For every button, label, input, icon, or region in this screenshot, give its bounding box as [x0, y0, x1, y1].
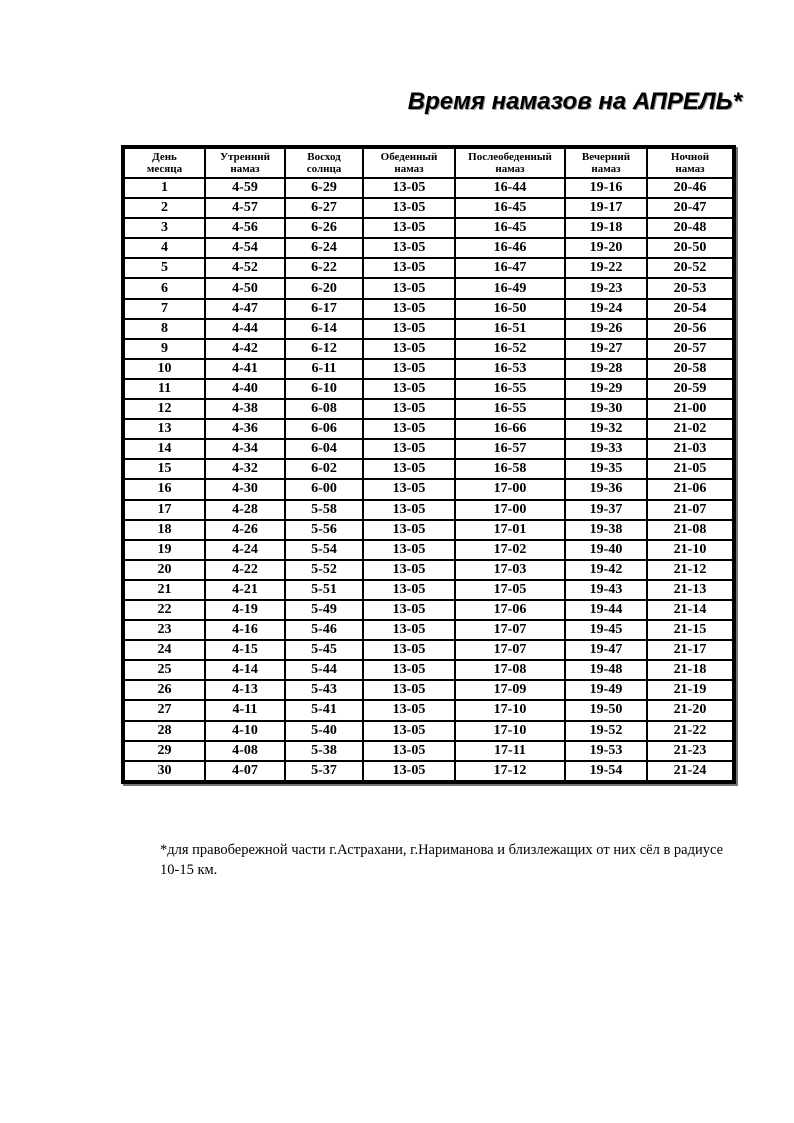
table-cell: 19-47	[565, 640, 647, 660]
table-cell: 17-02	[455, 540, 565, 560]
table-cell: 15	[124, 459, 205, 479]
table-cell: 6-27	[285, 198, 363, 218]
header-row	[124, 148, 733, 178]
table-cell: 17-12	[455, 761, 565, 781]
table-cell: 6-08	[285, 399, 363, 419]
table-row	[124, 520, 733, 540]
table-cell: 6-14	[285, 319, 363, 339]
table-cell: 17-01	[455, 520, 565, 540]
table-row	[124, 339, 733, 359]
table-cell: 6-04	[285, 439, 363, 459]
table-cell: 13-05	[363, 600, 455, 620]
header-noon-prayer	[363, 148, 455, 178]
table-cell: 13-05	[363, 459, 455, 479]
table-cell: 5-51	[285, 580, 363, 600]
table-cell: 13-05	[363, 700, 455, 720]
table-cell: 10	[124, 359, 205, 379]
table-cell: 13-05	[363, 660, 455, 680]
prayer-times-table	[124, 148, 733, 781]
table-row	[124, 258, 733, 278]
table-cell: 4-26	[205, 520, 285, 540]
table-cell: 19-52	[565, 721, 647, 741]
table-cell: 13-05	[363, 439, 455, 459]
table-cell: 20-56	[647, 319, 733, 339]
table-cell: 19-43	[565, 580, 647, 600]
table-cell: 4-40	[205, 379, 285, 399]
table-cell: 19-32	[565, 419, 647, 439]
table-cell: 30	[124, 761, 205, 781]
table-cell: 20-48	[647, 218, 733, 238]
table-cell: 21-12	[647, 560, 733, 580]
table-cell: 17-00	[455, 479, 565, 499]
table-row	[124, 500, 733, 520]
table-cell: 17-03	[455, 560, 565, 580]
prayer-times-table-frame	[121, 145, 736, 784]
table-cell: 16-52	[455, 339, 565, 359]
table-cell: 16-47	[455, 258, 565, 278]
table-row	[124, 741, 733, 761]
header-line: Ночной	[670, 151, 710, 163]
table-cell: 21-20	[647, 700, 733, 720]
table-cell: 8	[124, 319, 205, 339]
table-cell: 13-05	[363, 319, 455, 339]
table-cell: 4-28	[205, 500, 285, 520]
header-afternoon-prayer	[455, 148, 565, 178]
table-cell: 19-45	[565, 620, 647, 640]
table-cell: 14	[124, 439, 205, 459]
header-line: намаз	[230, 163, 260, 175]
table-cell: 13-05	[363, 258, 455, 278]
table-cell: 4-54	[205, 238, 285, 258]
table-cell: 12	[124, 399, 205, 419]
table-cell: 21-22	[647, 721, 733, 741]
table-cell: 25	[124, 660, 205, 680]
header-line: Утренннй	[220, 151, 270, 163]
table-cell: 21-07	[647, 500, 733, 520]
table-cell: 13-05	[363, 761, 455, 781]
table-cell: 19-36	[565, 479, 647, 499]
table-cell: 9	[124, 339, 205, 359]
table-row	[124, 700, 733, 720]
table-cell: 4-07	[205, 761, 285, 781]
table-cell: 4-22	[205, 560, 285, 580]
table-cell: 19-53	[565, 741, 647, 761]
table-cell: 6-24	[285, 238, 363, 258]
table-row	[124, 721, 733, 741]
table-cell: 19-49	[565, 680, 647, 700]
header-line: месяца	[146, 163, 183, 175]
table-cell: 4-52	[205, 258, 285, 278]
header-line: намаз	[495, 163, 525, 175]
header-line: Послеобеденный	[468, 151, 552, 163]
table-cell: 5	[124, 258, 205, 278]
table-row	[124, 660, 733, 680]
table-cell: 20-50	[647, 238, 733, 258]
table-cell: 19-48	[565, 660, 647, 680]
table-cell: 13-05	[363, 299, 455, 319]
table-cell: 26	[124, 680, 205, 700]
table-row	[124, 680, 733, 700]
table-row	[124, 580, 733, 600]
table-row	[124, 600, 733, 620]
table-cell: 16-58	[455, 459, 565, 479]
table-cell: 4-10	[205, 721, 285, 741]
table-cell: 19-42	[565, 560, 647, 580]
table-cell: 17-06	[455, 600, 565, 620]
table-row	[124, 379, 733, 399]
table-cell: 21	[124, 580, 205, 600]
table-cell: 13-05	[363, 379, 455, 399]
table-cell: 5-41	[285, 700, 363, 720]
table-cell: 21-10	[647, 540, 733, 560]
table-cell: 21-13	[647, 580, 733, 600]
table-cell: 13-05	[363, 419, 455, 439]
table-cell: 22	[124, 600, 205, 620]
table-row	[124, 319, 733, 339]
table-cell: 17-10	[455, 700, 565, 720]
table-cell: 6-22	[285, 258, 363, 278]
table-cell: 27	[124, 700, 205, 720]
table-row	[124, 419, 733, 439]
table-cell: 1	[124, 178, 205, 198]
header-line: Обеденный	[380, 151, 438, 163]
header-line: намаз	[675, 163, 705, 175]
table-cell: 21-06	[647, 479, 733, 499]
table-cell: 20-46	[647, 178, 733, 198]
table-cell: 21-05	[647, 459, 733, 479]
table-cell: 16-55	[455, 399, 565, 419]
table-cell: 18	[124, 520, 205, 540]
table-row	[124, 640, 733, 660]
header-line: солнца	[306, 163, 342, 175]
table-cell: 6-12	[285, 339, 363, 359]
header-evening-prayer	[565, 148, 647, 178]
table-cell: 19-50	[565, 700, 647, 720]
table-cell: 21-18	[647, 660, 733, 680]
table-cell: 19-35	[565, 459, 647, 479]
table-cell: 16	[124, 479, 205, 499]
table-cell: 4-19	[205, 600, 285, 620]
table-row	[124, 620, 733, 640]
table-cell: 4-57	[205, 198, 285, 218]
header-line: День	[152, 151, 177, 163]
table-cell: 29	[124, 741, 205, 761]
table-cell: 20-57	[647, 339, 733, 359]
table-cell: 17-07	[455, 640, 565, 660]
table-cell: 19	[124, 540, 205, 560]
table-cell: 21-02	[647, 419, 733, 439]
table-cell: 17-08	[455, 660, 565, 680]
table-cell: 7	[124, 299, 205, 319]
table-cell: 24	[124, 640, 205, 660]
table-cell: 19-23	[565, 278, 647, 298]
table-cell: 21-24	[647, 761, 733, 781]
table-row	[124, 459, 733, 479]
table-cell: 16-45	[455, 218, 565, 238]
table-cell: 21-14	[647, 600, 733, 620]
table-cell: 4-16	[205, 620, 285, 640]
table-cell: 19-40	[565, 540, 647, 560]
table-cell: 20-54	[647, 299, 733, 319]
table-cell: 20-58	[647, 359, 733, 379]
table-cell: 6-17	[285, 299, 363, 319]
header-sunrise	[285, 148, 363, 178]
table-cell: 13-05	[363, 580, 455, 600]
table-cell: 21-08	[647, 520, 733, 540]
table-cell: 5-38	[285, 741, 363, 761]
table-cell: 4-08	[205, 741, 285, 761]
table-cell: 5-56	[285, 520, 363, 540]
table-cell: 13-05	[363, 359, 455, 379]
table-cell: 13-05	[363, 218, 455, 238]
table-cell: 13-05	[363, 560, 455, 580]
table-cell: 21-00	[647, 399, 733, 419]
table-cell: 17-05	[455, 580, 565, 600]
table-cell: 4-34	[205, 439, 285, 459]
table-cell: 6-29	[285, 178, 363, 198]
table-cell: 5-58	[285, 500, 363, 520]
table-cell: 21-19	[647, 680, 733, 700]
table-cell: 20-52	[647, 258, 733, 278]
table-cell: 13-05	[363, 500, 455, 520]
table-row	[124, 198, 733, 218]
table-cell: 16-44	[455, 178, 565, 198]
table-cell: 16-53	[455, 359, 565, 379]
table-body	[124, 178, 733, 781]
table-cell: 6-02	[285, 459, 363, 479]
table-cell: 17-11	[455, 741, 565, 761]
table-row	[124, 359, 733, 379]
table-cell: 4-36	[205, 419, 285, 439]
table-cell: 21-15	[647, 620, 733, 640]
table-cell: 5-37	[285, 761, 363, 781]
table-cell: 19-29	[565, 379, 647, 399]
table-cell: 16-49	[455, 278, 565, 298]
table-cell: 6	[124, 278, 205, 298]
table-cell: 6-11	[285, 359, 363, 379]
table-row	[124, 178, 733, 198]
table-cell: 17-10	[455, 721, 565, 741]
table-cell: 16-51	[455, 319, 565, 339]
table-cell: 4-24	[205, 540, 285, 560]
table-cell: 4-11	[205, 700, 285, 720]
table-cell: 13-05	[363, 640, 455, 660]
table-row	[124, 278, 733, 298]
table-cell: 13	[124, 419, 205, 439]
table-cell: 13-05	[363, 620, 455, 640]
table-cell: 5-49	[285, 600, 363, 620]
table-row	[124, 761, 733, 781]
table-cell: 4-30	[205, 479, 285, 499]
table-cell: 19-28	[565, 359, 647, 379]
table-cell: 13-05	[363, 540, 455, 560]
header-day	[124, 148, 205, 178]
table-cell: 4-59	[205, 178, 285, 198]
table-cell: 5-43	[285, 680, 363, 700]
table-cell: 4-32	[205, 459, 285, 479]
table-row	[124, 299, 733, 319]
table-cell: 21-17	[647, 640, 733, 660]
table-cell: 3	[124, 218, 205, 238]
table-cell: 17-09	[455, 680, 565, 700]
table-cell: 20	[124, 560, 205, 580]
table-cell: 4-47	[205, 299, 285, 319]
footnote: *для правобережной части г.Астрахани, г.Нариманова и близлежащих от них сёл в радиусе 10-15 км.	[160, 842, 724, 878]
header-night-prayer	[647, 148, 733, 178]
table-cell: 6-00	[285, 479, 363, 499]
table-cell: 11	[124, 379, 205, 399]
table-cell: 13-05	[363, 238, 455, 258]
table-cell: 13-05	[363, 479, 455, 499]
table-cell: 19-17	[565, 198, 647, 218]
header-morning-prayer	[205, 148, 285, 178]
table-cell: 17-00	[455, 500, 565, 520]
table-cell: 28	[124, 721, 205, 741]
table-cell: 13-05	[363, 198, 455, 218]
table-row	[124, 238, 733, 258]
table-cell: 19-18	[565, 218, 647, 238]
table-cell: 13-05	[363, 178, 455, 198]
table-cell: 4-44	[205, 319, 285, 339]
table-cell: 19-44	[565, 600, 647, 620]
table-cell: 19-27	[565, 339, 647, 359]
header-line: намаз	[591, 163, 621, 175]
table-cell: 13-05	[363, 339, 455, 359]
table-cell: 5-45	[285, 640, 363, 660]
table-cell: 19-20	[565, 238, 647, 258]
table-cell: 16-57	[455, 439, 565, 459]
table-cell: 13-05	[363, 399, 455, 419]
table-cell: 4-13	[205, 680, 285, 700]
table-cell: 13-05	[363, 278, 455, 298]
table-cell: 17-07	[455, 620, 565, 640]
table-cell: 20-53	[647, 278, 733, 298]
table-row	[124, 479, 733, 499]
table-cell: 16-66	[455, 419, 565, 439]
table-cell: 6-10	[285, 379, 363, 399]
table-cell: 19-26	[565, 319, 647, 339]
table-cell: 19-22	[565, 258, 647, 278]
table-cell: 4-42	[205, 339, 285, 359]
table-cell: 4-15	[205, 640, 285, 660]
table-cell: 23	[124, 620, 205, 640]
table-row	[124, 540, 733, 560]
table-cell: 4-41	[205, 359, 285, 379]
header-line: Восход	[307, 151, 341, 163]
table-row	[124, 560, 733, 580]
page-title: Время намазов на АПРЕЛЬ*	[407, 88, 742, 115]
table-cell: 4	[124, 238, 205, 258]
header-line: Вечерний	[581, 151, 631, 163]
table-cell: 4-50	[205, 278, 285, 298]
table-cell: 4-38	[205, 399, 285, 419]
table-row	[124, 218, 733, 238]
table-cell: 19-30	[565, 399, 647, 419]
table-cell: 19-33	[565, 439, 647, 459]
table-row	[124, 399, 733, 419]
table-cell: 16-45	[455, 198, 565, 218]
table-cell: 19-54	[565, 761, 647, 781]
table-cell: 16-46	[455, 238, 565, 258]
header-line: намаз	[394, 163, 424, 175]
table-cell: 6-06	[285, 419, 363, 439]
table-cell: 5-44	[285, 660, 363, 680]
table-row	[124, 439, 733, 459]
table-cell: 19-24	[565, 299, 647, 319]
table-cell: 16-50	[455, 299, 565, 319]
table-cell: 19-37	[565, 500, 647, 520]
table-cell: 4-21	[205, 580, 285, 600]
table-cell: 5-40	[285, 721, 363, 741]
table-cell: 19-38	[565, 520, 647, 540]
table-cell: 5-52	[285, 560, 363, 580]
table-cell: 17	[124, 500, 205, 520]
table-cell: 16-55	[455, 379, 565, 399]
table-cell: 2	[124, 198, 205, 218]
table-cell: 5-46	[285, 620, 363, 640]
table-cell: 21-03	[647, 439, 733, 459]
table-cell: 20-59	[647, 379, 733, 399]
table-cell: 20-47	[647, 198, 733, 218]
table-cell: 13-05	[363, 741, 455, 761]
table-cell: 4-56	[205, 218, 285, 238]
table-cell: 21-23	[647, 741, 733, 761]
table-cell: 5-54	[285, 540, 363, 560]
table-cell: 6-20	[285, 278, 363, 298]
table-cell: 19-16	[565, 178, 647, 198]
table-cell: 4-14	[205, 660, 285, 680]
table-cell: 13-05	[363, 520, 455, 540]
table-cell: 13-05	[363, 721, 455, 741]
table-cell: 13-05	[363, 680, 455, 700]
table-cell: 6-26	[285, 218, 363, 238]
